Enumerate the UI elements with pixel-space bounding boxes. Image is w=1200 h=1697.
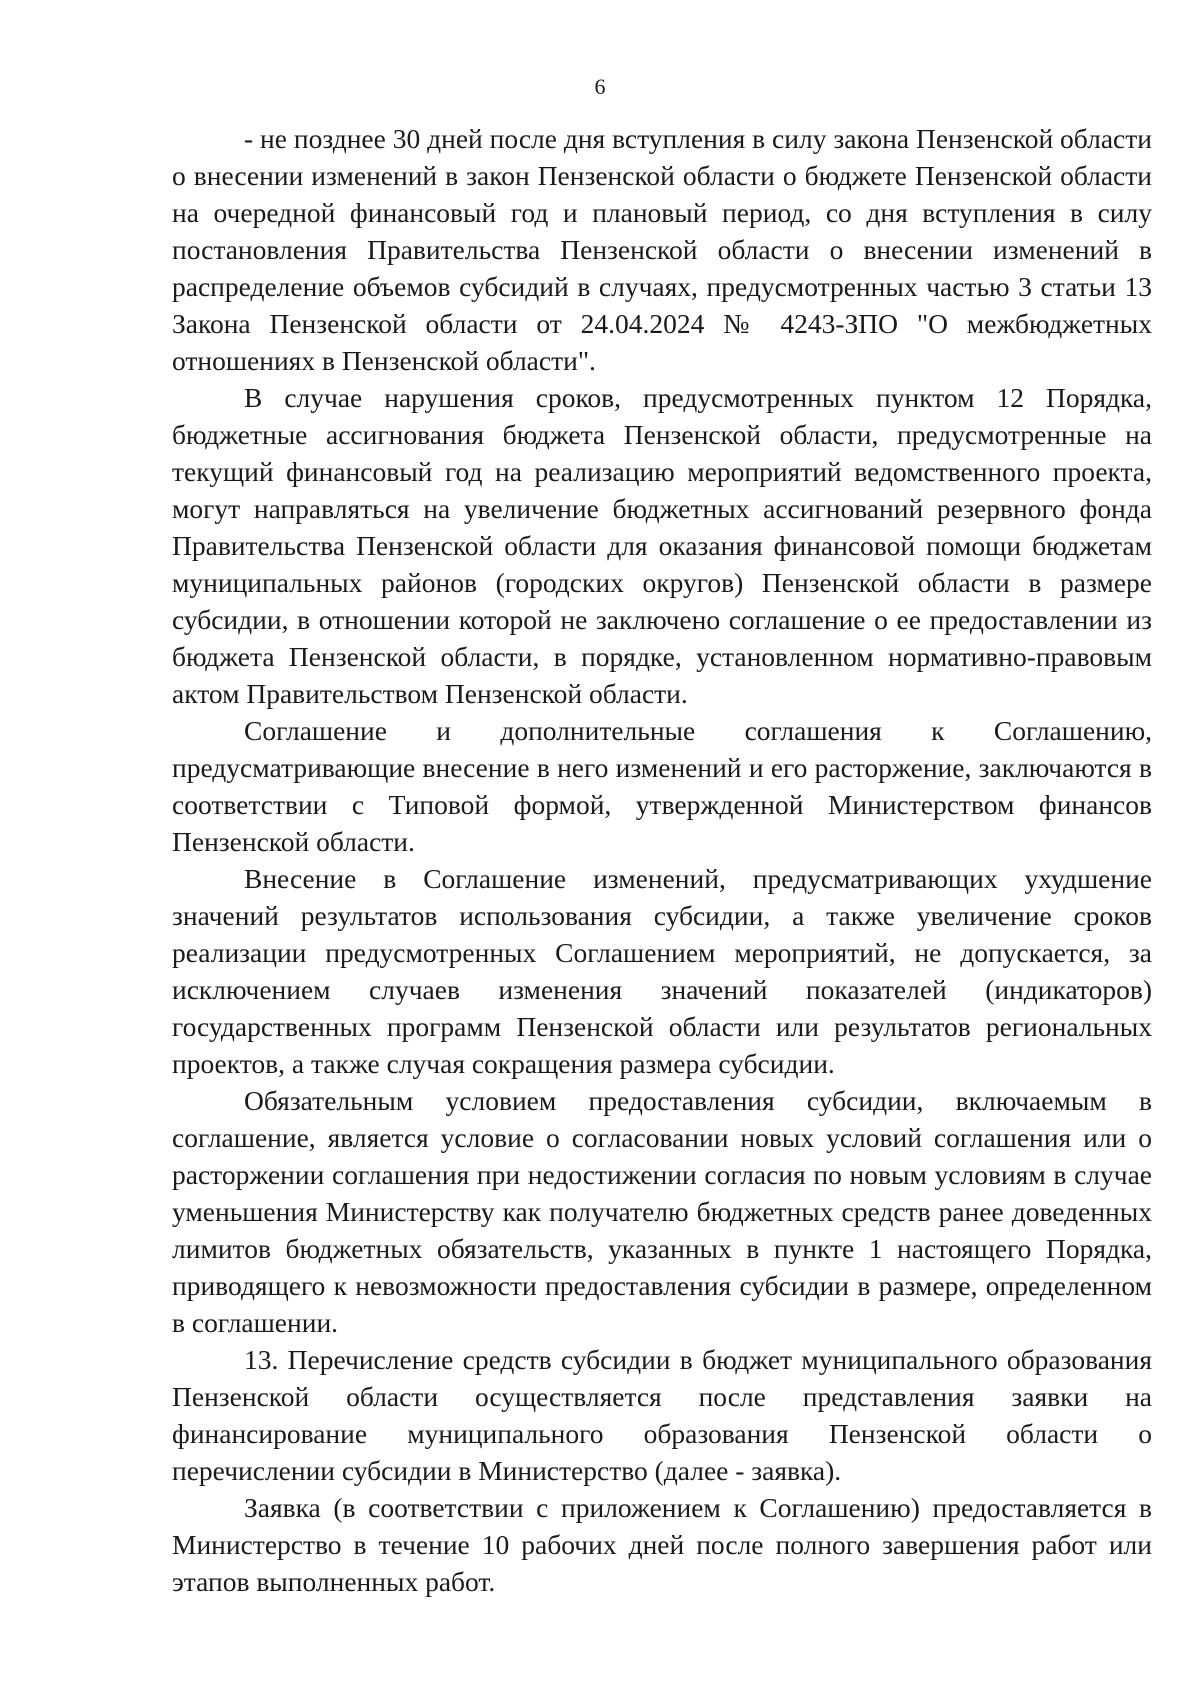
document-body: [172, 120, 1152, 1600]
paragraph-violation-of-deadlines: В случае нарушения сроков, предусмотренных пунктом 12 Порядка, бюджетные ассигнования бюджета Пензенской области, предусмотренные на текущий финансовый год на реализацию мероприятий ведомственного проекта, могут направляться на увеличение бюджетных ассигнований резервного фонда Правительства Пензенской области для оказания финансовой помощи бюджетам муниципальных районов (городских округов) Пензенской области в размере субсидии, в отношении которой не заключено соглашение о ее предоставлении из бюджета Пензенской области, в порядке, установленном нормативно-правовым актом Правительством Пензенской области.: [172, 382, 1152, 709]
page-number: 6: [594, 74, 606, 99]
paragraph-deadline-30-days: - не позднее 30 дней после дня вступления в силу закона Пензенской области о внесении изменений в закон Пензенской области о бюджете Пензенской области на очередной финансовый год и плановый период, со дня вступления в силу постановления Правительства Пензенской области о внесении изменений в распределение объемов субсидий в случаях, предусмотренных частью 3 статьи 13 Закона Пензенской области от 24.04.2024 № 4243-ЗПО "О межбюджетных отношениях в Пензенской области".: [172, 123, 1152, 376]
paragraph-mandatory-condition: Обязательным условием предоставления субсидии, включаемым в соглашение, является условие о согласовании новых условий соглашения или о расторжении соглашения при недостижении согласия по новым условиям в случае уменьшения Министерству как получателю бюджетных средств ранее доведенных лимитов бюджетных обязательств, указанных в пункте 1 настоящего Порядка, приводящего к невозможности предоставления субсидии в размере, определенном в соглашении.: [172, 1085, 1152, 1338]
paragraph-agreement-typical-form: Соглашение и дополнительные соглашения к Соглашению, предусматривающие внесение в него изменений и его расторжение, заключаются в соответствии с Типовой формой, утвержденной Министерством финансов Пензенской области.: [172, 715, 1152, 857]
paragraph-item-13-transfer: 13. Перечисление средств субсидии в бюджет муниципального образования Пензенской области осуществляется после представления заявки на финансирование муниципального образования Пензенской области о перечислении субсидии в Министерство (далее - заявка).: [172, 1344, 1152, 1486]
paragraph-agreement-changes: Внесение в Соглашение изменений, предусматривающих ухудшение значений результатов использования субсидии, а также увеличение сроков реализации предусмотренных Соглашением мероприятий, не допускается, за исключением случаев изменения значений показателей (индикаторов) государственных программ Пензенской области или результатов региональных проектов, а также случая сокращения размера субсидии.: [172, 863, 1152, 1079]
paragraph-application-submission: Заявка (в соответствии с приложением к Соглашению) предоставляется в Министерство в течение 10 рабочих дней после полного завершения работ или этапов выполненных работ.: [172, 1492, 1152, 1597]
